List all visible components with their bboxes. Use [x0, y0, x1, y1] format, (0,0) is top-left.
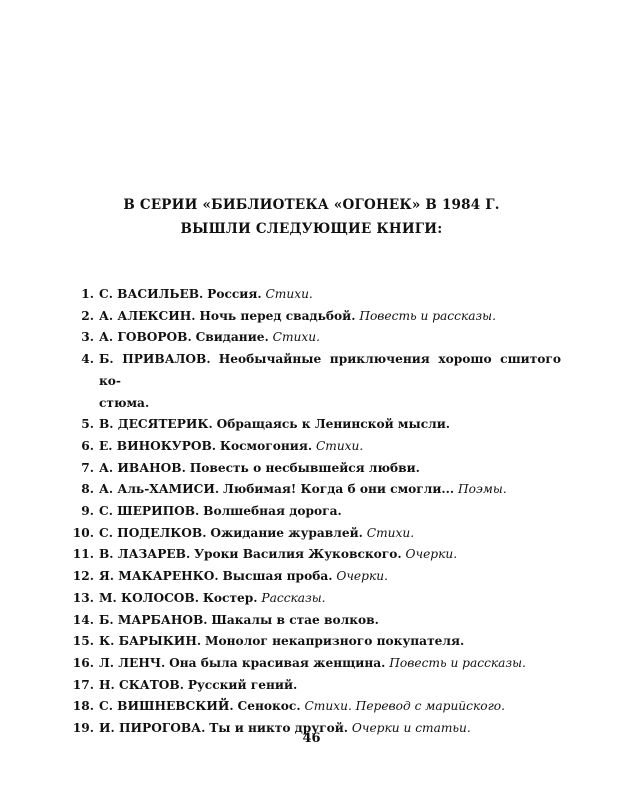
item-text	[99, 458, 561, 480]
list-item	[0, 653, 623, 675]
list-item	[0, 414, 623, 436]
item-number: 6.	[81, 438, 94, 453]
book-title: Высшая проба.	[222, 569, 333, 584]
item-number: 9.	[81, 504, 94, 519]
item-text	[99, 479, 561, 501]
item-text	[99, 544, 561, 566]
book-title: Она была красивая женщина.	[169, 655, 386, 670]
book-title: Русский гений.	[187, 677, 298, 692]
list-item	[0, 566, 623, 588]
book-title: Свидание.	[195, 330, 269, 345]
item-number: 19.	[72, 721, 94, 736]
list-item	[0, 349, 623, 414]
list-item	[0, 631, 623, 653]
book-author: А. ИВАНОВ.	[99, 460, 186, 475]
book-genre: Очерки.	[405, 547, 458, 562]
item-text	[99, 675, 561, 697]
book-author: В. ДЕСЯТЕРИК.	[99, 417, 213, 432]
book-author: С. ШЕРИПОВ.	[99, 504, 200, 519]
list-item	[0, 284, 623, 306]
item-text	[99, 610, 561, 632]
item-text	[99, 501, 561, 523]
item-number: 16.	[72, 655, 94, 670]
list-item	[0, 479, 623, 501]
book-author: С. ВИШНЕВСКИЙ.	[99, 699, 234, 714]
item-number: 7.	[81, 460, 94, 475]
book-author: Е. ВИНОКУРОВ.	[99, 438, 217, 453]
item-number: 11.	[72, 547, 94, 562]
item-number: 1.	[81, 287, 94, 301]
item-text	[99, 414, 561, 436]
item-text	[99, 327, 561, 349]
book-title: Космогония.	[219, 438, 313, 453]
item-number: 10.	[72, 525, 94, 540]
book-genre: Очерки.	[336, 569, 388, 584]
item-text	[99, 588, 561, 610]
item-number: 13.	[72, 590, 94, 605]
list-item	[0, 696, 623, 718]
item-text	[99, 284, 561, 306]
list-item	[0, 458, 623, 480]
book-title: Обращаясь к Ленинской мысли.	[216, 417, 450, 432]
item-text	[99, 349, 561, 392]
item-number: 12.	[72, 569, 94, 584]
item-text	[99, 653, 561, 675]
list-item	[0, 544, 623, 566]
book-genre: Рассказы.	[261, 590, 326, 605]
book-title: Ночь перед свадьбой.	[199, 308, 356, 323]
item-number: 8.	[81, 482, 94, 497]
book-title: Необычайные приключения хорошо сшитого ко-	[99, 352, 562, 388]
book-genre: Очерки и статьи.	[351, 721, 471, 736]
book-title: Сенокос.	[237, 699, 301, 714]
list-item	[0, 501, 623, 523]
list-item	[0, 675, 623, 697]
item-number: 4.	[81, 352, 94, 367]
book-author: Л. ЛЕНЧ.	[99, 655, 166, 670]
item-number: 15.	[72, 634, 94, 649]
item-number: 14.	[72, 612, 94, 627]
list-item	[0, 610, 623, 632]
item-text	[99, 306, 561, 328]
book-genre: Повесть и рассказы.	[359, 308, 496, 323]
item-number: 2.	[81, 308, 94, 323]
list-item	[0, 523, 623, 545]
book-genre: Стихи.	[366, 525, 415, 540]
heading-line-1: В СЕРИИ «БИБЛИОТЕКА «ОГОНЕК» В 1984 Г.	[123, 197, 500, 213]
book-genre: Стихи.	[272, 330, 320, 345]
book-author: Н. СКАТОВ.	[99, 677, 184, 692]
item-number: 17.	[72, 677, 94, 692]
book-title: Костер.	[202, 590, 258, 605]
list-item	[0, 327, 623, 349]
book-author: А. ГОВОРОВ.	[99, 330, 192, 345]
book-genre: Стихи.	[315, 438, 364, 453]
book-author: Я. МАКАРЕНКО.	[99, 569, 219, 584]
book-title: Россия.	[207, 287, 262, 301]
heading-line-2: ВЫШЛИ СЛЕДУЮЩИЕ КНИГИ:	[180, 221, 443, 237]
item-text	[99, 523, 561, 545]
book-author: С. ВАСИЛЬЕВ.	[99, 287, 204, 301]
book-title: Волшебная дорога.	[203, 504, 342, 519]
item-text	[99, 436, 561, 458]
book-title: Ожидание журавлей.	[210, 525, 363, 540]
book-title: Повесть о несбывшейся любви.	[189, 460, 420, 475]
list-item	[0, 436, 623, 458]
book-author: М. КОЛОСОВ.	[99, 590, 199, 605]
item-number: 5.	[81, 417, 94, 432]
item-text	[99, 566, 561, 588]
book-title: Шакалы в стае волков.	[211, 612, 379, 627]
book-genre: Стихи.	[265, 287, 313, 301]
book-title: Ты и никто другой.	[209, 721, 349, 736]
book-title-continuation: стюма.	[99, 395, 150, 410]
book-author: А. Аль-ХАМИСИ.	[99, 482, 220, 497]
item-text	[99, 696, 561, 718]
list-item	[0, 306, 623, 328]
item-text	[99, 631, 561, 653]
book-author: И. ПИРОГОВА.	[99, 721, 206, 736]
book-genre: Повесть и рассказы.	[389, 655, 526, 670]
book-genre: Поэмы.	[458, 482, 507, 497]
book-title: Любимая! Когда б они смогли...	[222, 482, 455, 497]
item-number: 3.	[81, 330, 94, 345]
page-number: 46	[302, 731, 321, 746]
item-number: 18.	[72, 699, 94, 714]
book-title: Уроки Василия Жуковского.	[194, 547, 402, 562]
book-list	[0, 284, 623, 740]
list-item	[0, 588, 623, 610]
book-author: Б. МАРБАНОВ.	[99, 612, 208, 627]
book-author: В. ЛАЗАРЕВ.	[99, 547, 191, 562]
book-author: А. АЛЕКСИН.	[99, 308, 196, 323]
book-genre: Стихи. Перевод с марийского.	[304, 699, 505, 714]
series-heading	[0, 193, 623, 241]
book-author: С. ПОДЕЛКОВ.	[99, 525, 207, 540]
book-author: Б. ПРИВАЛОВ.	[99, 352, 211, 367]
book-author: К. БАРЫКИН.	[99, 634, 202, 649]
book-title: Монолог некапризного покупателя.	[204, 634, 465, 649]
